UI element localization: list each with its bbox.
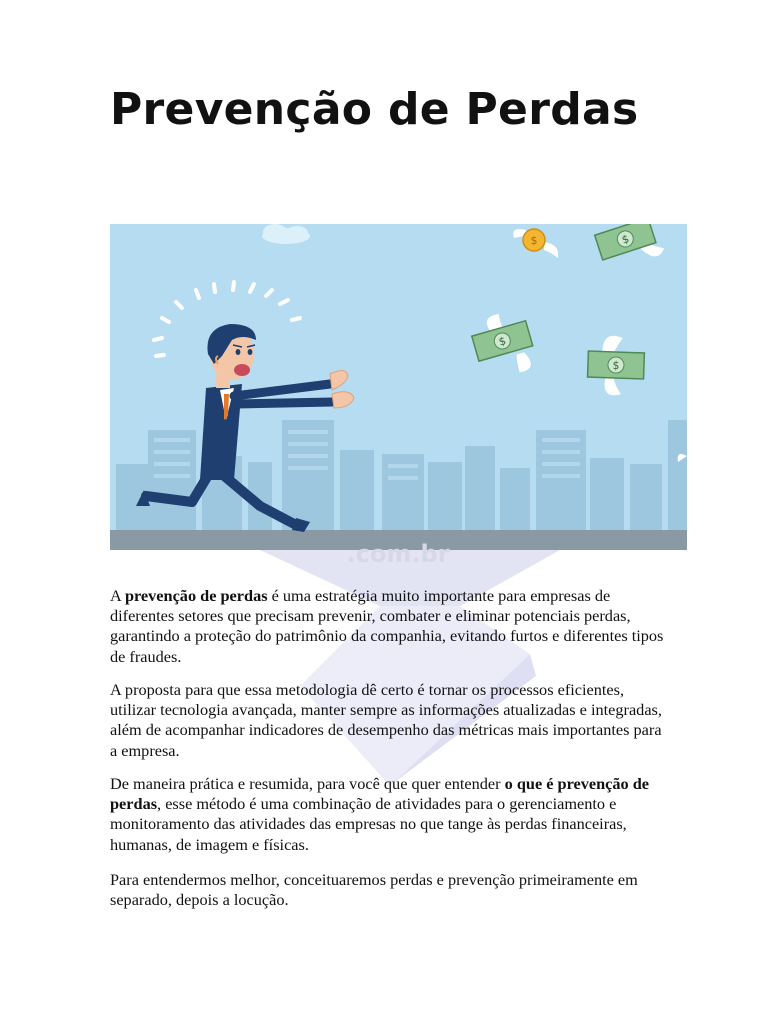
paragraph-intro: A prevenção de perdas é uma estratégia muito importante para empresas de diferentes setores que precisam prevenir, combater e eliminar potenciais perdas, garantindo a proteção do patrimônio da companhia, evitando furtos e diferentes tipos de fraudes. xyxy=(110,586,664,666)
ground-strip xyxy=(110,530,687,550)
paragraph-closing: Para entendermos melhor, conceituaremos perdas e prevenção primeiramente em separado, depois a locução. xyxy=(110,870,638,910)
paragraph-methodology: A proposta para que essa metodologia dê certo é tornar os processos eficientes, utilizar tecnologia avançada, manter sempre as informações atualizadas e integradas, além de acompanhar indicadores de desempenho das métricas mais importantes para a empresa. xyxy=(110,680,662,760)
svg-text:$: $ xyxy=(620,232,631,247)
watermark-text: .com.br xyxy=(346,540,450,568)
page-title: Prevenção de Perdas xyxy=(110,84,639,135)
illustration-man-chasing-money xyxy=(110,224,687,550)
svg-text:$: $ xyxy=(612,358,620,373)
svg-text:$: $ xyxy=(497,334,508,349)
svg-text:$: $ xyxy=(530,234,538,247)
bold-term: o que é prevenção de perdas xyxy=(110,774,650,814)
bold-term: prevenção de perdas xyxy=(124,586,268,605)
paragraph-definition: De maneira prática e resumida, para você que quer entender o que é prevenção de perdas, esse método é uma combinação de atividades para o gerenciamento e monitoramento das atividades das empresas no que tange às perdas financeiras, humanas, de imagem e físicas. xyxy=(110,774,650,854)
